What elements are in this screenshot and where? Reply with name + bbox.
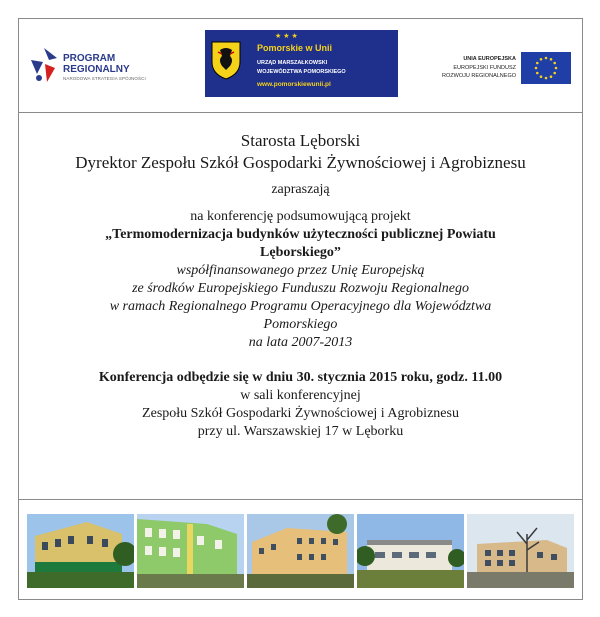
eu-line3: ROZWOJU REGIONALNEGO [442, 73, 516, 79]
building-photo-1 [27, 514, 134, 588]
building-photo-4 [357, 514, 464, 588]
eu-line1: UNIA EUROPEJSKA [463, 56, 516, 62]
eu-line2: EUROPEJSKI FUNDUSZ [453, 65, 516, 71]
building-photo-5 [467, 514, 574, 588]
funding-line3: w ramach Regionalnego Programu Operacyjnego dla Województwa [109, 299, 492, 314]
intro-line: na konferencję podsumowującą projekt [190, 209, 411, 224]
pomorskie-crest-icon [210, 40, 242, 80]
program-regionalny-line1: PROGRAM [63, 53, 116, 64]
venue-line3: przy ul. Warszawskiej 17 w Lęborku [197, 424, 404, 439]
project-title-line2: Lęborskiego” [260, 245, 341, 260]
program-regionalny-logo [29, 46, 179, 88]
building-photo-2 [137, 514, 244, 588]
funding-line2: ze środków Europejskiego Funduszu Rozwoju Regionalnego [132, 281, 469, 296]
pomorskie-name: Pomorskie w Unii [257, 43, 333, 53]
host-line1: Starosta Lęborski [240, 131, 361, 150]
stars-decoration-icon: ★★★ [275, 32, 300, 40]
program-regionalny-tagline: NARODOWA STRATEGIA SPÓJNOŚCI [63, 76, 146, 81]
program-regionalny-logo-icon [31, 48, 57, 82]
building-photo-3 [247, 514, 354, 588]
project-title-line1: „Termomodernizacja budynków użyteczności publicznej Powiatu [105, 227, 496, 242]
venue-line2: Zespołu Szkół Gospodarki Żywnościowej i Agrobiznesu [142, 406, 459, 421]
pomorskie-office-line1: URZĄD MARSZAŁKOWSKI [257, 60, 328, 66]
pomorskie-office-line2: WOJEWÓDZTWA POMORSKIEGO [257, 69, 346, 75]
eu-logo [431, 52, 576, 88]
program-regionalny-line2: REGIONALNY [63, 64, 130, 75]
footer-divider [19, 499, 582, 500]
pomorskie-url: www.pomorskiewunii.pl [257, 81, 331, 88]
conference-date: Konferencja odbędzie się w dniu 30. stycznia 2015 roku, godz. 11.00 [98, 370, 503, 385]
funding-line5: na lata 2007-2013 [248, 335, 353, 350]
eu-flag-icon [521, 52, 571, 84]
invitation-text [19, 112, 582, 441]
building-photo-strip [27, 514, 575, 588]
host-line2: Dyrektor Zespołu Szkół Gospodarki Żywnościowej i Agrobiznesu [75, 153, 526, 172]
funding-line1: współfinansowanego przez Unię Europejską [176, 263, 425, 278]
logo-bar [19, 19, 582, 112]
pomorskie-w-unii-logo [205, 30, 398, 97]
invite-verb: zapraszają [271, 182, 330, 197]
invitation-frame [18, 18, 583, 600]
venue-line1: w sali konferencyjnej [240, 388, 361, 403]
funding-line4: Pomorskiego [263, 317, 338, 332]
